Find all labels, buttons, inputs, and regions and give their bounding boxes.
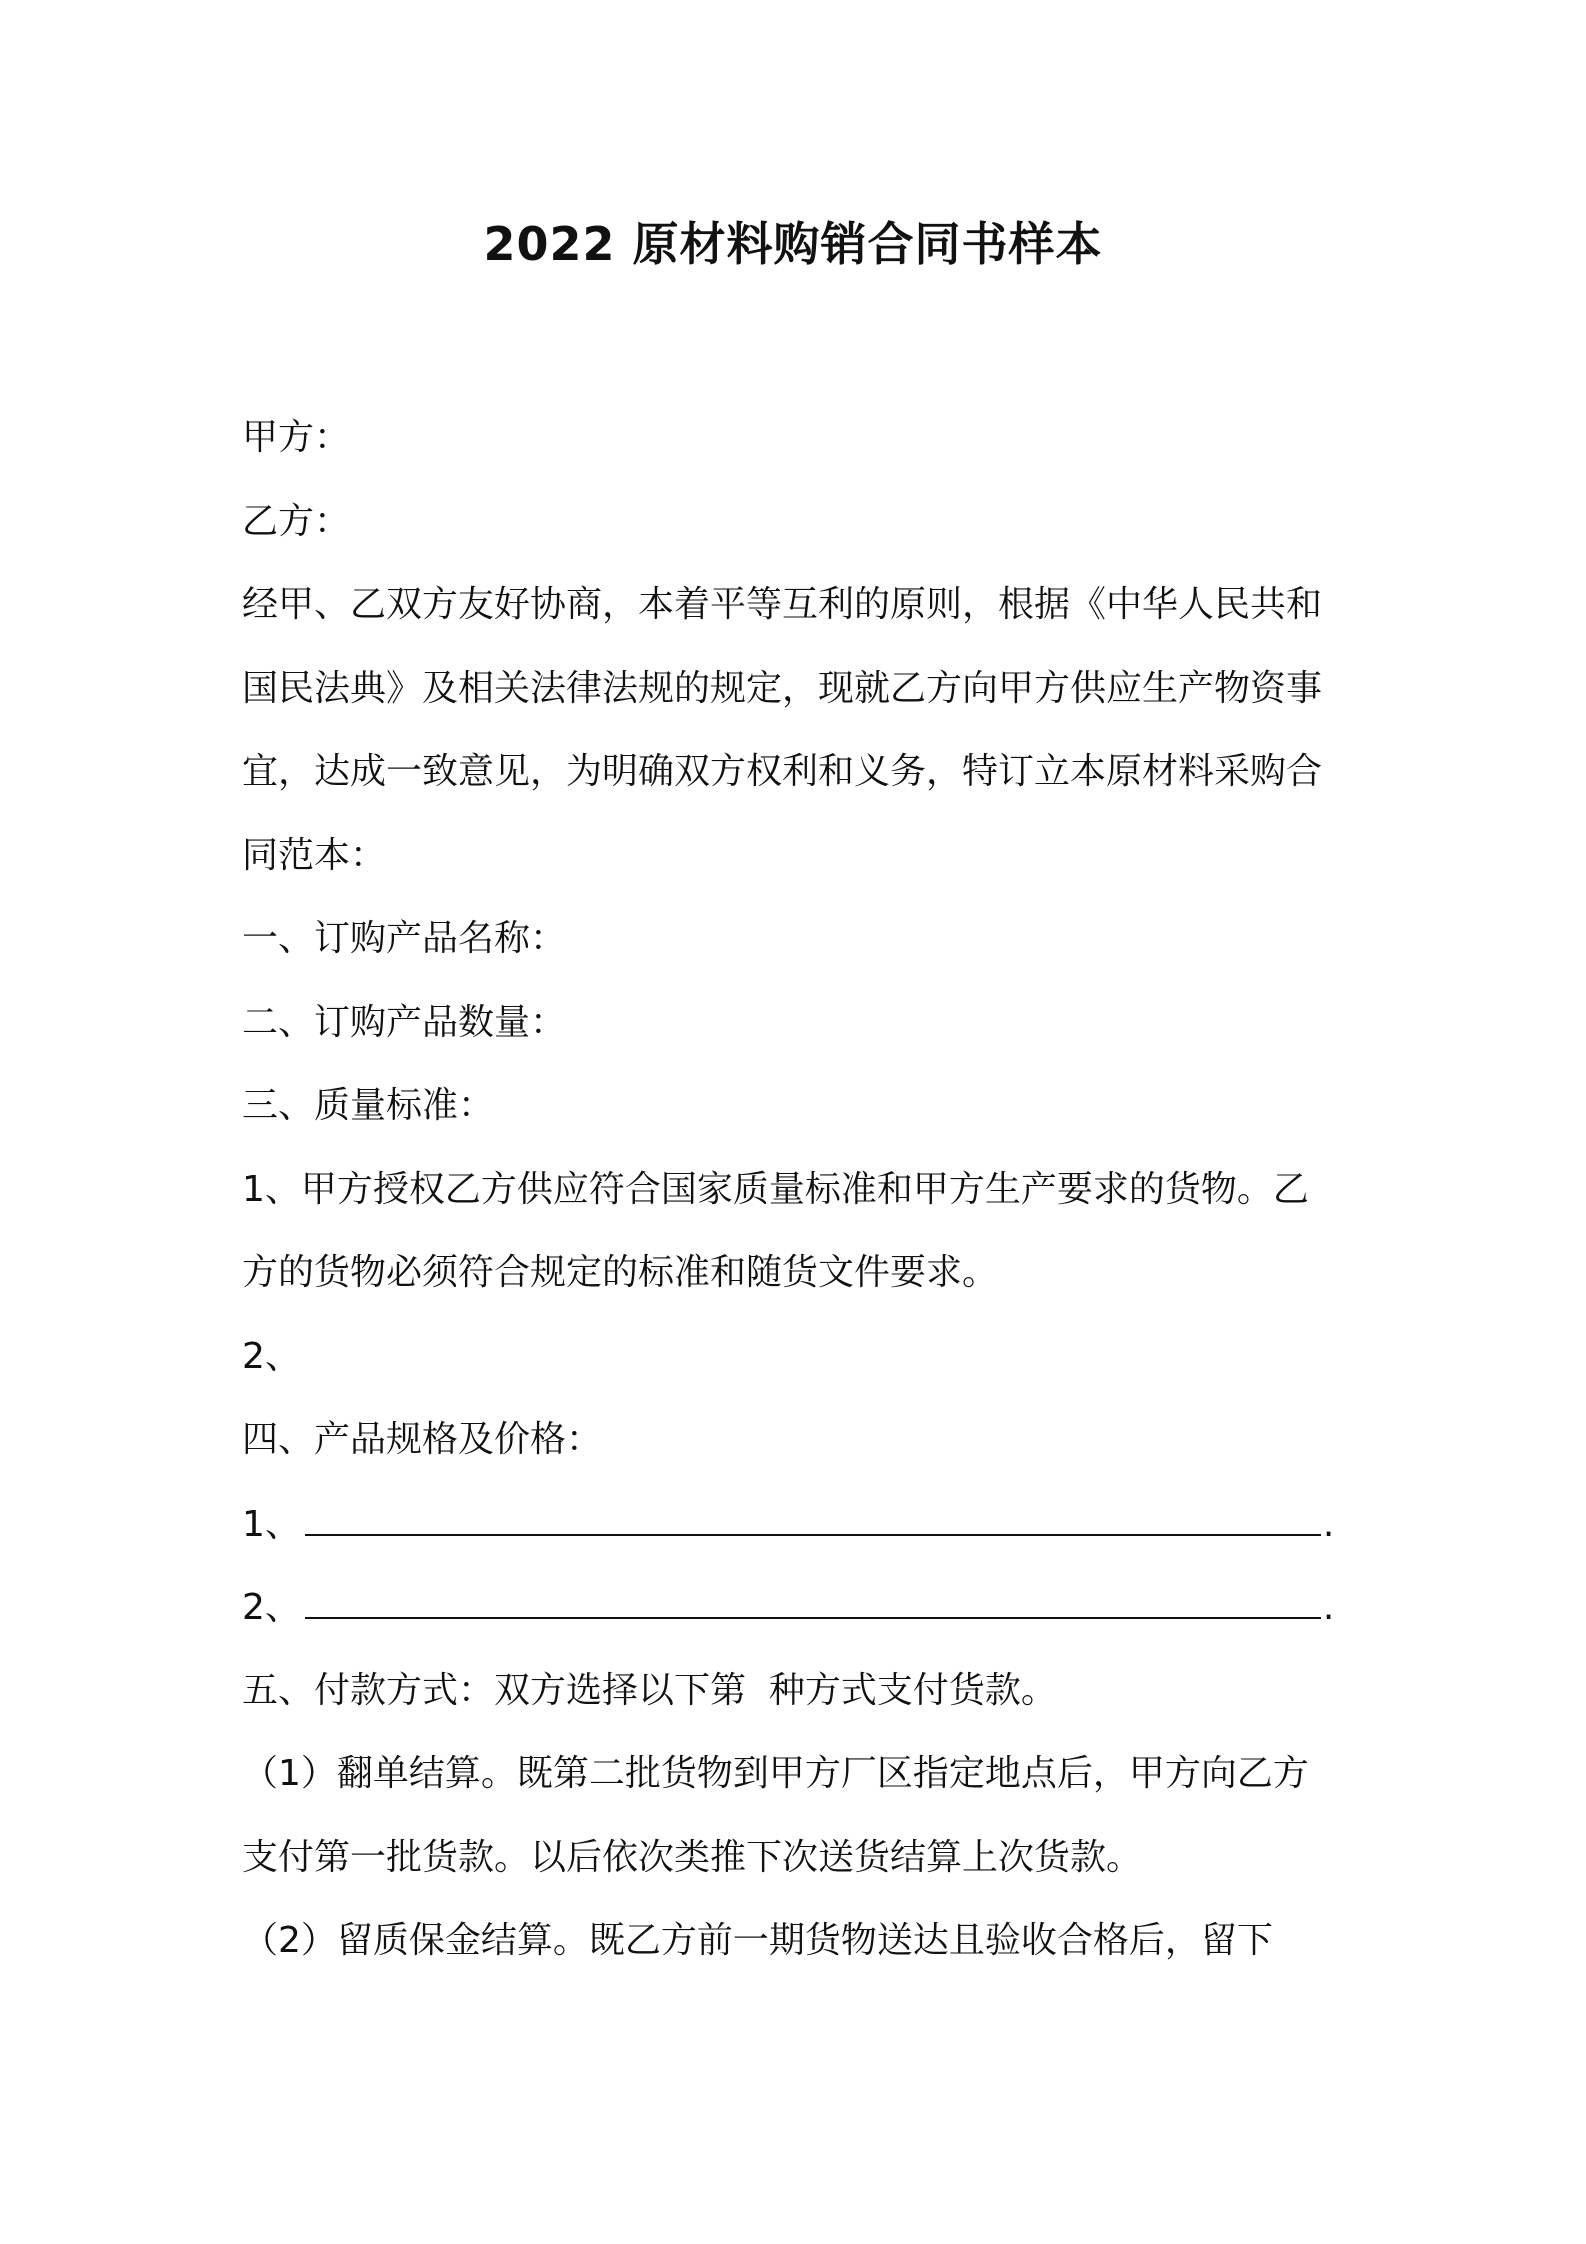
document-body	[242, 404, 1362, 1991]
party-b-line: 乙方：	[242, 500, 351, 542]
section-3-quality-standard: 三、质量标准：	[242, 1085, 495, 1126]
quality-item-1-line-2: 方的货物必须符合规定的标准和随货文件要求。	[242, 1252, 999, 1293]
payment-option-1-line-1: （1）翻单结算。既第二批货物到甲方厂区指定地点后，甲方向乙方	[242, 1753, 1309, 1794]
preamble-line-4: 同范本：	[242, 834, 387, 876]
section-5-payment-method: 五、付款方式：双方选择以下第 种方式支付货款。	[242, 1669, 1057, 1711]
spec-item-1-end: .	[1322, 1503, 1335, 1545]
preamble-line-3: 宜，达成一致意见，为明确双方权利和义务，特订立本原材料采购合	[242, 751, 1323, 792]
party-a-line: 甲方：	[242, 417, 351, 458]
spec-item-2-blank	[305, 1573, 1321, 1619]
section-4-spec-price: 四、产品规格及价格：	[242, 1419, 603, 1460]
payment-option-1-line-2: 支付第一批货款。以后依次类推下次送货结算上次货款。	[242, 1836, 1143, 1878]
spec-item-1-number: 1、	[242, 1503, 301, 1545]
preamble-line-2: 国民法典》及相关法律法规的规定，现就乙方向甲方供应生产物资事	[242, 667, 1323, 709]
section-2-product-quantity: 二、订购产品数量：	[242, 1001, 567, 1043]
preamble-line-1: 经甲、乙双方友好协商，本着平等互利的原则，根据《中华人民共和	[242, 584, 1323, 625]
spec-item-2-number: 2、	[242, 1587, 301, 1628]
quality-item-1-line-1: 1、甲方授权乙方供应符合国家质量标准和甲方生产要求的货物。乙	[242, 1168, 1309, 1210]
spec-item-1	[242, 1490, 1362, 1574]
spec-item-2	[242, 1573, 1362, 1657]
spec-item-1-blank	[305, 1490, 1321, 1536]
payment-option-2-line-1: （2）留质保金结算。既乙方前一期货物送达且验收合格后，留下	[242, 1920, 1273, 1961]
quality-item-2: 2、	[242, 1335, 301, 1377]
document-title: 2022 原材料购销合同书样本	[483, 217, 1103, 271]
section-1-product-name: 一、订购产品名称：	[242, 918, 567, 959]
spec-item-2-end: .	[1322, 1587, 1335, 1628]
